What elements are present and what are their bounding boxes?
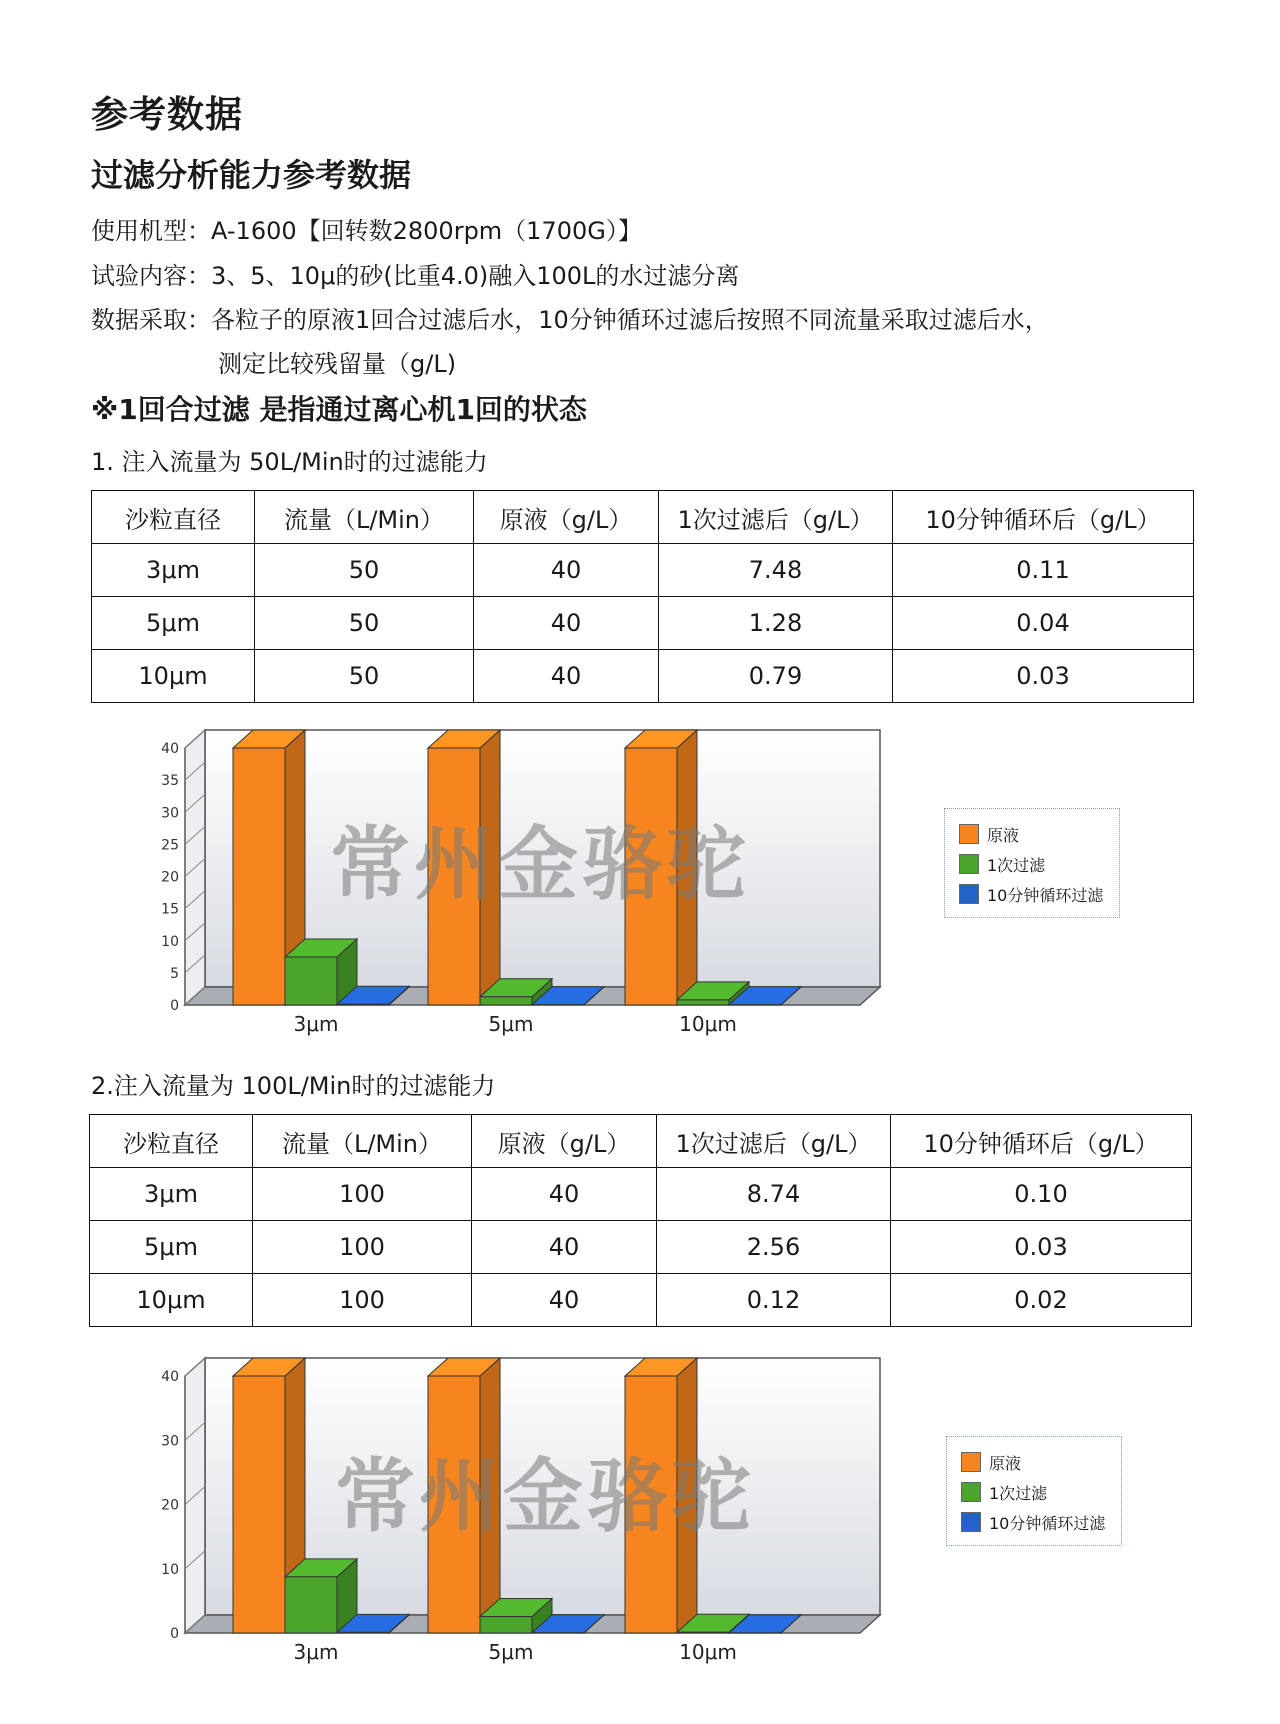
x-tick-label: 3μm bbox=[293, 1640, 339, 1664]
model-label: 使用机型： bbox=[91, 217, 211, 245]
table-cell: 40 bbox=[472, 1274, 657, 1327]
table-cell: 5μm bbox=[92, 597, 255, 650]
filtration-note: ※1回合过滤 是指通过离心机1回的状态 bbox=[91, 393, 587, 426]
chart-svg bbox=[150, 720, 910, 1050]
x-tick-label: 10μm bbox=[679, 1640, 737, 1664]
y-tick-label: 20 bbox=[161, 869, 179, 886]
data-value-continued: 测定比较残留量（g/L) bbox=[218, 350, 457, 378]
test-value: 3、5、10μ的砂(比重4.0)融入100L的水过滤分离 bbox=[211, 262, 740, 290]
test-label: 试验内容： bbox=[91, 262, 211, 290]
table-header: 1次过滤后（g/L） bbox=[657, 1115, 891, 1168]
table-header: 沙粒直径 bbox=[90, 1115, 253, 1168]
y-tick-label: 0 bbox=[170, 1626, 179, 1642]
x-tick-label: 10μm bbox=[679, 1012, 737, 1036]
y-tick-label: 35 bbox=[161, 773, 179, 790]
y-tick-label: 40 bbox=[161, 741, 179, 757]
table-cell: 10μm bbox=[90, 1274, 253, 1327]
legend-swatch-cycle bbox=[961, 1512, 981, 1532]
legend-label: 10分钟循环过滤 bbox=[987, 885, 1104, 905]
data-value: 各粒子的原液1回合过滤后水，10分钟循环过滤后按照不同流量采取过滤后水， bbox=[211, 306, 1049, 334]
watermark-text: 常州金骆驼 bbox=[330, 818, 750, 911]
data-label: 数据采取： bbox=[91, 306, 211, 334]
model-line bbox=[91, 211, 642, 246]
test-line bbox=[91, 256, 739, 291]
legend-label: 原液 bbox=[989, 1453, 1022, 1473]
chart-legend bbox=[946, 1436, 1122, 1546]
model-value: A-1600【回转数2800rpm（1700G）】 bbox=[211, 217, 642, 245]
table-header: 1次过滤后（g/L） bbox=[659, 491, 893, 544]
table-cell: 0.04 bbox=[893, 597, 1194, 650]
table-cell: 40 bbox=[474, 597, 659, 650]
table-cell: 0.03 bbox=[893, 650, 1194, 703]
y-tick-label: 10 bbox=[161, 933, 179, 950]
legend-swatch-cycle bbox=[959, 884, 979, 904]
x-tick-label: 5μm bbox=[488, 1640, 534, 1664]
legend-item bbox=[959, 849, 1109, 879]
section-subtitle: 过滤分析能力参考数据 bbox=[91, 156, 412, 194]
section-1-title: 1. 注入流量为 50L/Min时的过滤能力 bbox=[91, 448, 488, 476]
x-tick-label: 5μm bbox=[488, 1012, 534, 1036]
table-cell: 8.74 bbox=[657, 1168, 891, 1221]
chart-svg bbox=[150, 1348, 910, 1678]
legend-swatch-first bbox=[961, 1482, 981, 1502]
legend-swatch-first bbox=[959, 854, 979, 874]
table-header: 10分钟循环后（g/L） bbox=[893, 491, 1194, 544]
table-cell: 3μm bbox=[90, 1168, 253, 1221]
table-cell: 1.28 bbox=[659, 597, 893, 650]
legend-label: 1次过滤 bbox=[987, 855, 1046, 875]
table-row bbox=[92, 544, 1194, 597]
watermark-text: 常州金骆驼 bbox=[335, 1450, 755, 1543]
table-cell: 10μm bbox=[92, 650, 255, 703]
bar-orig-1 bbox=[428, 730, 500, 1005]
legend-label: 10分钟循环过滤 bbox=[989, 1513, 1106, 1533]
legend-item bbox=[961, 1477, 1111, 1507]
table-cell: 40 bbox=[474, 544, 659, 597]
y-tick-label: 20 bbox=[161, 1497, 179, 1514]
x-tick-label: 3μm bbox=[293, 1012, 339, 1036]
table-cell: 0.02 bbox=[891, 1274, 1192, 1327]
table-cell: 7.48 bbox=[659, 544, 893, 597]
table-header-row bbox=[92, 491, 1194, 544]
table-cell: 50 bbox=[255, 650, 474, 703]
section-2-title: 2.注入流量为 100L/Min时的过滤能力 bbox=[91, 1072, 496, 1100]
y-tick-label: 40 bbox=[161, 1369, 179, 1385]
bar-orig-1 bbox=[428, 1358, 500, 1633]
legend-item bbox=[961, 1447, 1111, 1477]
table-cell: 40 bbox=[472, 1168, 657, 1221]
table-header: 沙粒直径 bbox=[92, 491, 255, 544]
table-cell: 40 bbox=[474, 650, 659, 703]
table-cell: 100 bbox=[253, 1221, 472, 1274]
table-header-row bbox=[90, 1115, 1192, 1168]
legend-swatch-orig bbox=[959, 824, 979, 844]
y-tick-label: 0 bbox=[170, 998, 179, 1014]
table-row bbox=[90, 1168, 1192, 1221]
y-tick-label: 30 bbox=[161, 805, 179, 822]
bar-orig-2 bbox=[625, 1358, 697, 1633]
table-cell: 0.79 bbox=[659, 650, 893, 703]
table-header: 原液（g/L） bbox=[472, 1115, 657, 1168]
table-cell: 0.10 bbox=[891, 1168, 1192, 1221]
bar-first-0 bbox=[285, 1559, 357, 1633]
table-header: 流量（L/Min） bbox=[255, 491, 474, 544]
table-cell: 50 bbox=[255, 544, 474, 597]
table-cell: 0.11 bbox=[893, 544, 1194, 597]
y-tick-label: 25 bbox=[161, 837, 179, 854]
y-tick-label: 15 bbox=[161, 901, 179, 918]
legend-item bbox=[959, 879, 1109, 909]
table-cell: 3μm bbox=[92, 544, 255, 597]
bar-first-0 bbox=[285, 939, 357, 1005]
table-row bbox=[92, 650, 1194, 703]
table-cell: 5μm bbox=[90, 1221, 253, 1274]
bar-chart-50 bbox=[150, 720, 910, 1050]
table-header: 原液（g/L） bbox=[474, 491, 659, 544]
page-title: 参考数据 bbox=[91, 93, 243, 136]
table-cell: 100 bbox=[253, 1274, 472, 1327]
table-cell: 40 bbox=[472, 1221, 657, 1274]
table-row bbox=[90, 1274, 1192, 1327]
table-cell: 0.12 bbox=[657, 1274, 891, 1327]
data-line bbox=[91, 300, 1049, 335]
legend-item bbox=[961, 1507, 1111, 1537]
data-table-100 bbox=[89, 1114, 1192, 1327]
y-tick-label: 30 bbox=[161, 1433, 179, 1450]
legend-swatch-orig bbox=[961, 1452, 981, 1472]
legend-label: 原液 bbox=[987, 825, 1020, 845]
table-cell: 50 bbox=[255, 597, 474, 650]
table-cell: 100 bbox=[253, 1168, 472, 1221]
y-tick-label: 10 bbox=[161, 1561, 179, 1578]
bar-orig-2 bbox=[625, 730, 697, 1005]
table-cell: 0.03 bbox=[891, 1221, 1192, 1274]
legend-label: 1次过滤 bbox=[989, 1483, 1048, 1503]
table-header: 流量（L/Min） bbox=[253, 1115, 472, 1168]
table-cell: 2.56 bbox=[657, 1221, 891, 1274]
bar-chart-100 bbox=[150, 1348, 910, 1678]
chart-legend bbox=[944, 808, 1120, 918]
data-table-50 bbox=[91, 490, 1194, 703]
table-row bbox=[90, 1221, 1192, 1274]
legend-item bbox=[959, 819, 1109, 849]
table-row bbox=[92, 597, 1194, 650]
table-header: 10分钟循环后（g/L） bbox=[891, 1115, 1192, 1168]
y-tick-label: 5 bbox=[170, 965, 179, 982]
